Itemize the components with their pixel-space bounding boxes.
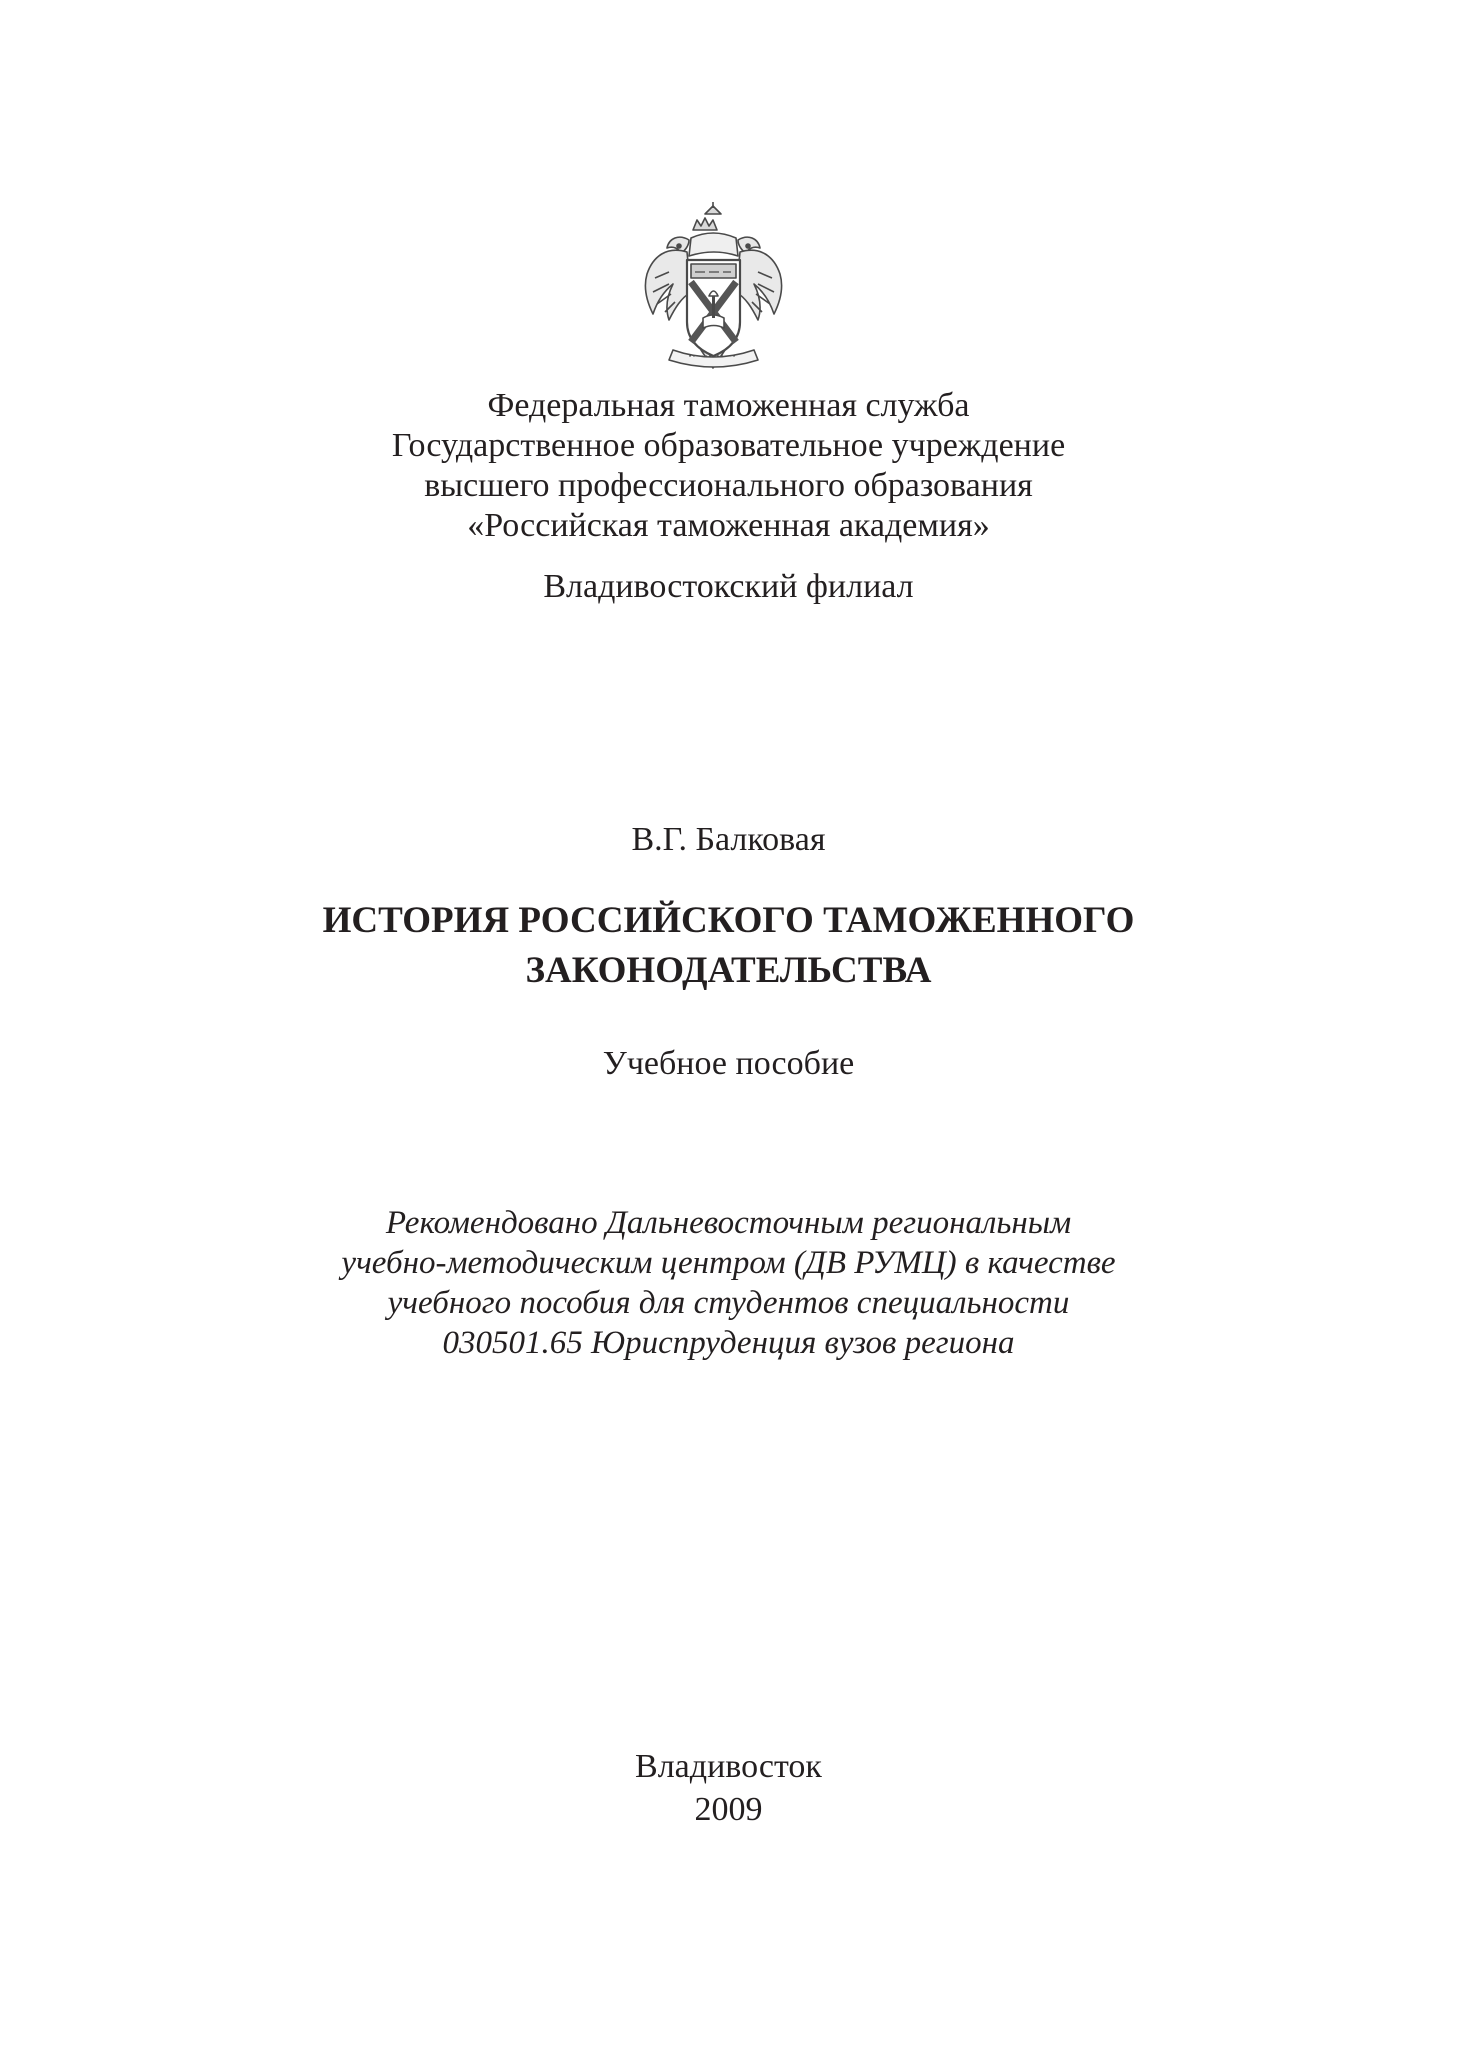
branch-name: Владивостокский филиал bbox=[543, 568, 914, 605]
recommendation-line-1: Рекомендовано Дальневосточным региональным bbox=[385, 1205, 1072, 1241]
organization-line-3: высшего профессионального образования bbox=[424, 467, 1033, 504]
author-name: В.Г. Балковая bbox=[631, 821, 826, 858]
organization-header bbox=[0, 386, 1457, 546]
book-title-line-1: ИСТОРИЯ РОССИЙСКОГО ТАМОЖЕННОГО bbox=[322, 900, 1135, 941]
organization-line-1: Федеральная таможенная служба bbox=[487, 387, 970, 424]
organization-line-4: «Российская таможенная академия» bbox=[467, 507, 990, 544]
organization-line-2: Государственное образовательное учреждение bbox=[391, 427, 1066, 464]
recommendation-note bbox=[0, 1203, 1457, 1363]
book-title bbox=[0, 896, 1457, 996]
recommendation-line-4: 030501.65 Юриспруденция вузов региона bbox=[442, 1325, 1015, 1361]
recommendation-line-3: учебного пособия для студентов специальности bbox=[387, 1285, 1070, 1321]
academy-emblem-icon bbox=[631, 200, 796, 375]
book-title-line-2: ЗАКОНОДАТЕЛЬСТВА bbox=[525, 950, 932, 991]
imprint-city: Владивосток bbox=[635, 1748, 822, 1785]
recommendation-line-2: учебно-методическим центром (ДВ РУМЦ) в качестве bbox=[341, 1245, 1116, 1281]
book-subtitle: Учебное пособие bbox=[602, 1045, 855, 1082]
imprint-year: 2009 bbox=[694, 1791, 763, 1828]
